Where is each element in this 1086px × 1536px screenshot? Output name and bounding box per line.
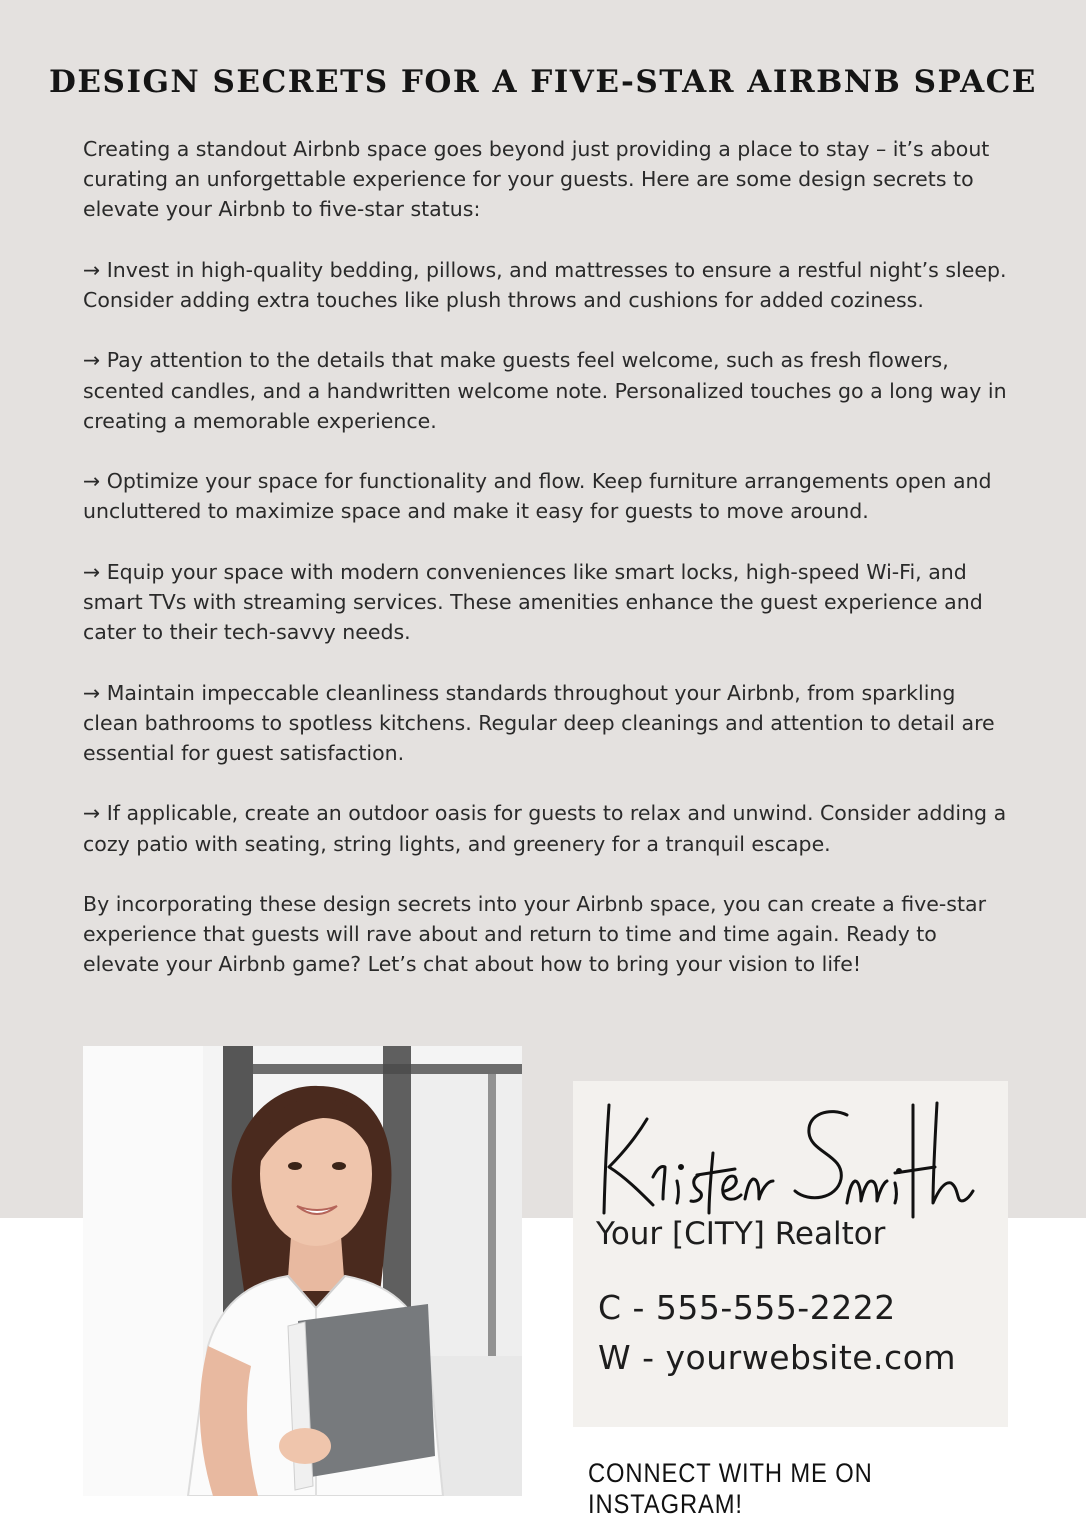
tip-details: → Pay attention to the details that make guests feel welcome, such as fresh flowers, scented candles, and a handwritten welcome note. Personalized touches go a long way in creating a memorable experience.: [83, 348, 1007, 433]
tip-conveniences: → Equip your space with modern conveniences like smart locks, high-speed Wi-Fi, and smart TVs with streaming services. These amenities enhance the guest experience and cater to their tech-savvy needs.: [83, 559, 983, 645]
agent-photo: [83, 1046, 522, 1496]
tip-bedding: → Invest in high-quality bedding, pillows, and mattresses to ensure a restful night’s sleep. Consider adding extra touches like plush throws and cushions for added coziness.: [83, 257, 1007, 312]
tip-cleanliness: → Maintain impeccable cleanliness standards throughout your Airbnb, from sparkling clean bathrooms to spotless kitchens. Regular deep cleanings and attention to detail are essential for guest satisfaction.: [83, 680, 995, 765]
tip-outdoor: → If applicable, create an outdoor oasis for guests to relax and unwind. Consider adding a cozy patio with seating, string lights, and greenery for a tranquil escape.: [83, 801, 1007, 856]
signature-name: [595, 1095, 995, 1220]
closing-paragraph: By incorporating these design secrets into your Airbnb space, you can create a five-star experience that guests will rave about and return to time and time again. Ready to elevate your Airbnb game? Let’s chat about how to bring your vision to life!: [83, 891, 987, 977]
tip-flow: → Optimize your space for functionality and flow. Keep furniture arrangements open and uncluttered to maximize space and make it easy for guests to move around.: [83, 469, 992, 524]
instagram-cta[interactable]: CONNECT WITH ME ON INSTAGRAM!: [588, 1458, 873, 1519]
agent-tagline: Your [CITY] Realtor: [596, 1216, 886, 1252]
intro-paragraph: Creating a standout Airbnb space goes beyond just providing a place to stay – it’s about curating an unforgettable experience for your guests. Here are some design secrets to elevate your Airbnb to five-star status:: [83, 137, 990, 222]
page-title: DESIGN SECRETS FOR A FIVE-STAR AIRBNB SPACE: [49, 64, 1037, 100]
article-body: [83, 134, 1013, 1010]
agent-phone[interactable]: C - 555-555-2222: [598, 1288, 896, 1327]
agent-website[interactable]: W - yourwebsite.com: [598, 1338, 957, 1377]
